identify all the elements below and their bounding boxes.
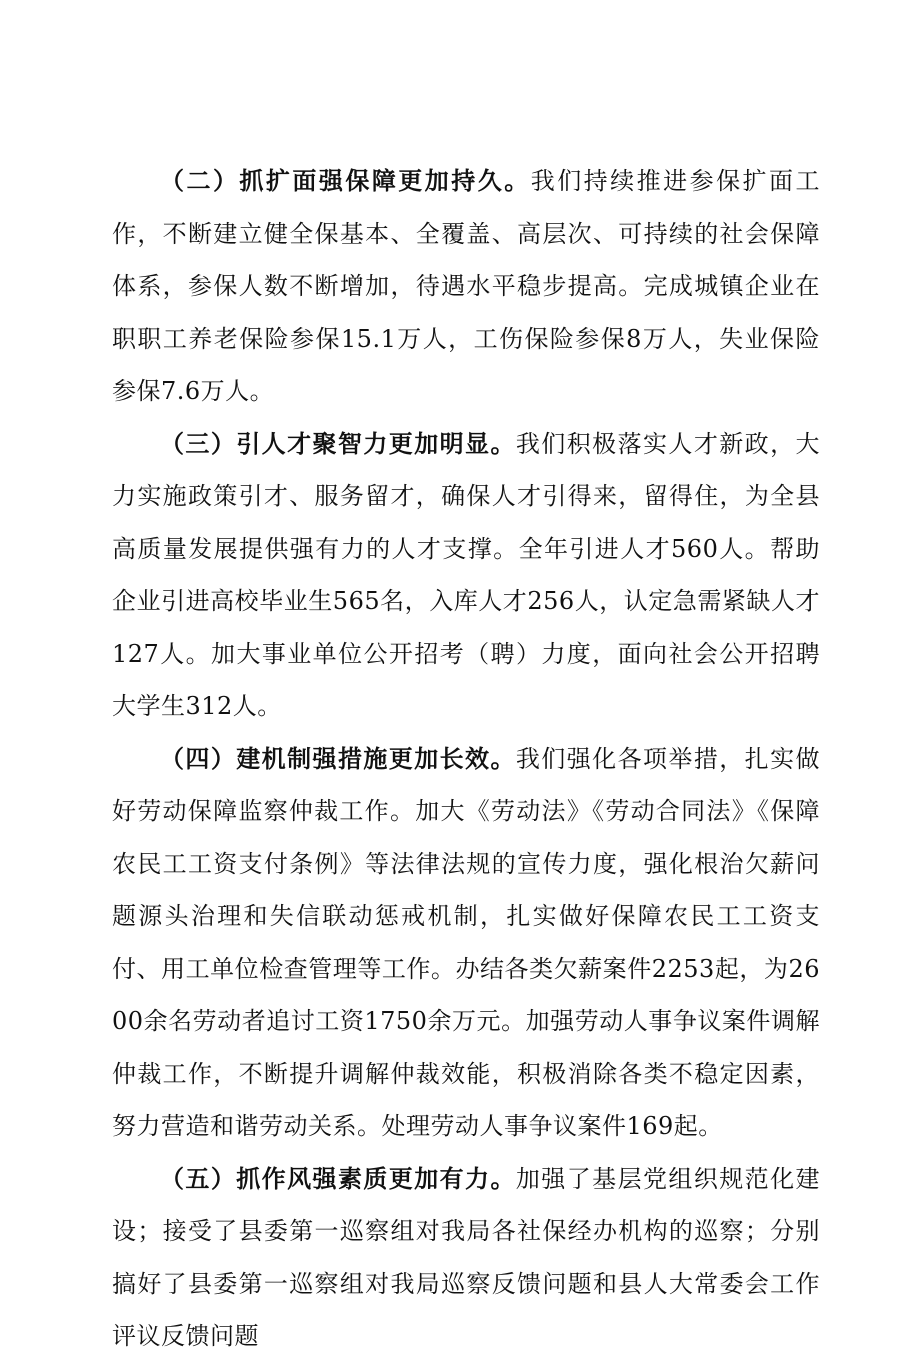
paragraph-mechanism — [112, 733, 820, 1153]
paragraph-social-security — [112, 155, 820, 418]
paragraph-heading: （三）引人才聚智力更加明显。 — [160, 428, 516, 458]
paragraph-text: 我们持续推进参保扩面工作，不断建立健全保基本、全覆盖、高层次、可持续的社会保障体系，参保人数不断增加，待遇水平稳步提高。完成城镇企业在职职工养老保险参保15.1万人，工伤保险参保8万人，失业保险参保7.6万人。 — [112, 167, 821, 405]
paragraph-text: 我们强化各项举措，扎实做好劳动保障监察仲裁工作。加大《劳动法》《劳动合同法》《保障农民工工资支付条例》等法律法规的宣传力度，强化根治欠薪问题源头治理和失信联动惩戒机制，扎实做好保障农民工工资支付、用工单位检查管理等工作。办结各类欠薪案件2253起，为2600余名劳动者追讨工资1750余万元。加强劳动人事争议案件调解仲裁工作，不断提升调解仲裁效能，积极消除各类不稳定因素，努力营造和谐劳动关系。处理劳动人事争议案件169起。 — [112, 744, 821, 1140]
paragraph-work-style — [112, 1153, 820, 1363]
paragraph-heading: （五）抓作风强素质更加有力。 — [160, 1163, 516, 1193]
paragraph-heading: （四）建机制强措施更加长效。 — [160, 743, 516, 773]
paragraph-text: 加强了基层党组织规范化建设；接受了县委第一巡察组对我局各社保经办机构的巡察；分别搞好了县委第一巡察组对我局巡察反馈问题和县人大常委会工作评议反馈问题 — [112, 1164, 821, 1350]
paragraph-heading: （二）抓扩面强保障更加持久。 — [160, 166, 531, 195]
document-body — [112, 155, 820, 1363]
paragraph-text: 我们积极落实人才新政，大力实施政策引才、服务留才，确保人才引得来，留得住，为全县高质量发展提供强有力的人才支撑。全年引进人才560人。帮助企业引进高校毕业生565名，入库人才256人，认定急需紧缺人才127人。加大事业单位公开招考（聘）力度，面向社会公开招聘大学生312人。 — [112, 429, 821, 720]
paragraph-talent — [112, 418, 820, 733]
